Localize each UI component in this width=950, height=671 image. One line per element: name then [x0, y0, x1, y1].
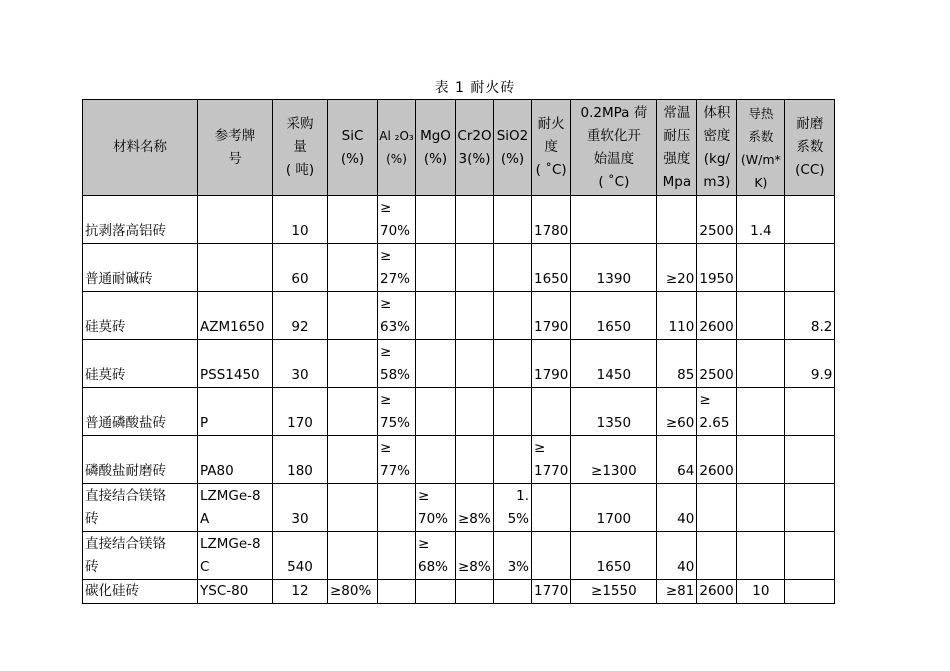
cell-quantity: 30 [273, 484, 328, 532]
cell-refractoriness: 1790 [532, 340, 571, 388]
cell-material-name: 磷酸盐耐磨砖 [83, 436, 198, 484]
cell-crushing-strength: 40 [657, 532, 697, 580]
refractory-brick-table [82, 99, 835, 604]
cell-brand: PA80 [198, 436, 273, 484]
cell-refractoriness: 1780 [532, 196, 571, 244]
cell-refractoriness [532, 532, 571, 580]
cell-crushing-strength: 40 [657, 484, 697, 532]
header-brand: 参考牌 号 [198, 100, 273, 196]
header-cr2o3: Cr2O 3(%) [456, 100, 494, 196]
cell-softening-temp: 1700 [571, 484, 657, 532]
table-row [83, 580, 835, 604]
cell-wear-coefficient [785, 532, 835, 580]
cell-sio2 [494, 580, 532, 604]
cell-cr2o3: ≥8% [456, 484, 494, 532]
cell-al2o3: ≥ 77% [378, 436, 416, 484]
cell-thermal-conductivity [737, 292, 785, 340]
cell-thermal-conductivity [737, 532, 785, 580]
header-mgo: MgO (%) [416, 100, 456, 196]
cell-wear-coefficient [785, 244, 835, 292]
cell-mgo [416, 388, 456, 436]
cell-sio2: 1. 5% [494, 484, 532, 532]
cell-refractoriness: 1790 [532, 292, 571, 340]
table-row [83, 244, 835, 292]
cell-quantity: 12 [273, 580, 328, 604]
cell-sic [328, 292, 378, 340]
table-body [83, 196, 835, 604]
header-wear-coefficient: 耐磨 系数 (CC) [785, 100, 835, 196]
cell-thermal-conductivity [737, 484, 785, 532]
cell-wear-coefficient [785, 484, 835, 532]
table-row [83, 484, 835, 532]
header-crushing-strength: 常温 耐压 强度 Mpa [657, 100, 697, 196]
cell-al2o3: ≥ 27% [378, 244, 416, 292]
cell-brand: YSC-80 [198, 580, 273, 604]
cell-sio2 [494, 436, 532, 484]
header-bulk-density: 体积 密度 (kg/ m3) [697, 100, 737, 196]
table-row [83, 340, 835, 388]
cell-bulk-density: 2600 [697, 292, 737, 340]
cell-material-name: 硅莫砖 [83, 340, 198, 388]
cell-bulk-density: 2600 [697, 580, 737, 604]
cell-material-name: 硅莫砖 [83, 292, 198, 340]
cell-quantity: 10 [273, 196, 328, 244]
cell-thermal-conductivity: 1.4 [737, 196, 785, 244]
cell-mgo [416, 292, 456, 340]
cell-bulk-density: 2600 [697, 436, 737, 484]
cell-cr2o3 [456, 580, 494, 604]
cell-sic [328, 484, 378, 532]
cell-refractoriness [532, 484, 571, 532]
cell-bulk-density [697, 532, 737, 580]
cell-al2o3 [378, 484, 416, 532]
cell-crushing-strength: ≥60 [657, 388, 697, 436]
header-sic: SiC (%) [328, 100, 378, 196]
cell-al2o3: ≥ 63% [378, 292, 416, 340]
cell-refractoriness: 1770 [532, 580, 571, 604]
cell-sic: ≥80% [328, 580, 378, 604]
cell-crushing-strength: ≥20 [657, 244, 697, 292]
header-sio2: SiO2 (%) [494, 100, 532, 196]
cell-cr2o3 [456, 244, 494, 292]
cell-mgo: ≥ 68% [416, 532, 456, 580]
cell-quantity: 60 [273, 244, 328, 292]
cell-bulk-density: 2500 [697, 340, 737, 388]
cell-softening-temp: 1650 [571, 292, 657, 340]
cell-cr2o3: ≥8% [456, 532, 494, 580]
cell-brand [198, 244, 273, 292]
cell-material-name: 抗剥落高铝砖 [83, 196, 198, 244]
cell-bulk-density: 1950 [697, 244, 737, 292]
cell-softening-temp: 1390 [571, 244, 657, 292]
cell-mgo [416, 340, 456, 388]
cell-crushing-strength: ≥81 [657, 580, 697, 604]
cell-sio2: 3% [494, 532, 532, 580]
cell-sio2 [494, 388, 532, 436]
cell-thermal-conductivity [737, 436, 785, 484]
cell-wear-coefficient [785, 388, 835, 436]
cell-material-name: 直接结合镁铬 砖 [83, 484, 198, 532]
cell-softening-temp [571, 196, 657, 244]
cell-sio2 [494, 244, 532, 292]
cell-mgo: ≥ 70% [416, 484, 456, 532]
header-thermal-conductivity: 导热 系数 (W/m* K) [737, 100, 785, 196]
cell-softening-temp: ≥1300 [571, 436, 657, 484]
header-material-name: 材料名称 [83, 100, 198, 196]
cell-material-name: 普通磷酸盐砖 [83, 388, 198, 436]
cell-brand: LZMGe-8 C [198, 532, 273, 580]
cell-material-name: 普通耐碱砖 [83, 244, 198, 292]
cell-mgo [416, 580, 456, 604]
cell-quantity: 180 [273, 436, 328, 484]
cell-al2o3: ≥ 70% [378, 196, 416, 244]
cell-cr2o3 [456, 436, 494, 484]
cell-sic [328, 244, 378, 292]
cell-mgo [416, 244, 456, 292]
cell-sio2 [494, 292, 532, 340]
cell-mgo [416, 436, 456, 484]
cell-cr2o3 [456, 388, 494, 436]
cell-sic [328, 532, 378, 580]
cell-softening-temp: ≥1550 [571, 580, 657, 604]
cell-crushing-strength: 85 [657, 340, 697, 388]
table-row [83, 292, 835, 340]
cell-quantity: 92 [273, 292, 328, 340]
header-softening-temp: 0.2MPa 荷 重软化开 始温度 ( ˚C) [571, 100, 657, 196]
cell-crushing-strength [657, 196, 697, 244]
cell-wear-coefficient [785, 196, 835, 244]
cell-thermal-conductivity: 10 [737, 580, 785, 604]
cell-brand: P [198, 388, 273, 436]
cell-bulk-density [697, 484, 737, 532]
cell-material-name: 直接结合镁铬 砖 [83, 532, 198, 580]
cell-thermal-conductivity [737, 340, 785, 388]
cell-cr2o3 [456, 340, 494, 388]
cell-sic [328, 196, 378, 244]
cell-crushing-strength: 64 [657, 436, 697, 484]
header-refractoriness: 耐火 度 ( ˚C) [532, 100, 571, 196]
cell-wear-coefficient: 8.2 [785, 292, 835, 340]
cell-quantity: 170 [273, 388, 328, 436]
cell-bulk-density: 2500 [697, 196, 737, 244]
cell-al2o3 [378, 532, 416, 580]
cell-brand: PSS1450 [198, 340, 273, 388]
cell-brand [198, 196, 273, 244]
table-row [83, 388, 835, 436]
cell-thermal-conductivity [737, 244, 785, 292]
cell-sio2 [494, 196, 532, 244]
cell-cr2o3 [456, 292, 494, 340]
cell-sic [328, 340, 378, 388]
table-row [83, 436, 835, 484]
header-al2o3: Al ₂O₃ (%) [378, 100, 416, 196]
cell-quantity: 540 [273, 532, 328, 580]
cell-al2o3: ≥ 75% [378, 388, 416, 436]
cell-mgo [416, 196, 456, 244]
cell-cr2o3 [456, 196, 494, 244]
cell-softening-temp: 1650 [571, 532, 657, 580]
cell-refractoriness [532, 388, 571, 436]
cell-al2o3 [378, 580, 416, 604]
cell-crushing-strength: 110 [657, 292, 697, 340]
table-caption: 表 1 耐火砖 [434, 80, 516, 96]
cell-material-name: 碳化硅砖 [83, 580, 198, 604]
table-row [83, 532, 835, 580]
cell-al2o3: ≥ 58% [378, 340, 416, 388]
cell-quantity: 30 [273, 340, 328, 388]
cell-brand: LZMGe-8 A [198, 484, 273, 532]
cell-refractoriness: ≥ 1770 [532, 436, 571, 484]
cell-brand: AZM1650 [198, 292, 273, 340]
cell-refractoriness: 1650 [532, 244, 571, 292]
cell-bulk-density: ≥ 2.65 [697, 388, 737, 436]
cell-softening-temp: 1450 [571, 340, 657, 388]
cell-wear-coefficient [785, 580, 835, 604]
cell-thermal-conductivity [737, 388, 785, 436]
header-row [83, 100, 835, 196]
cell-sio2 [494, 340, 532, 388]
table-row [83, 196, 835, 244]
cell-sic [328, 436, 378, 484]
cell-wear-coefficient: 9.9 [785, 340, 835, 388]
header-quantity: 采购 量 ( 吨) [273, 100, 328, 196]
cell-wear-coefficient [785, 436, 835, 484]
cell-softening-temp: 1350 [571, 388, 657, 436]
cell-sic [328, 388, 378, 436]
